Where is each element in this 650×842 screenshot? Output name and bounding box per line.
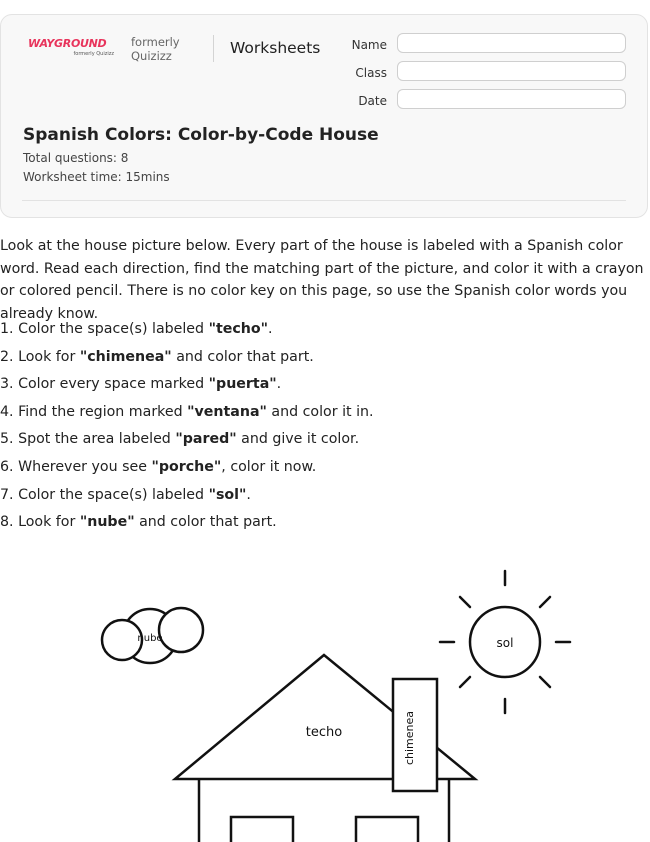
- formerly-quizizz: [131, 35, 180, 63]
- question-keyword: "ventana": [187, 403, 267, 420]
- question-text: Wherever you see: [18, 458, 152, 475]
- house-picture: [0, 540, 650, 842]
- formerly-label: formerly: [131, 35, 180, 49]
- question-keyword: "chimenea": [79, 348, 172, 365]
- total-questions: Total questions: 8: [23, 151, 129, 165]
- question-text-end: , color it now.: [221, 458, 317, 475]
- class-label: Class: [355, 66, 387, 80]
- wayground-logo: [28, 37, 120, 57]
- logo-wordmark: WAYGROUND: [28, 37, 107, 50]
- question-keyword: "techo": [208, 321, 269, 337]
- question-text-end: and color that part.: [171, 348, 314, 365]
- question-text: Color the space(s) labeled: [18, 321, 209, 337]
- question-number: 4.: [0, 403, 14, 420]
- question-text-end: and color that part.: [134, 514, 277, 531]
- question-text: Spot the area labeled: [18, 431, 176, 448]
- header-divider: [213, 35, 214, 62]
- right-window-shape: [356, 817, 418, 842]
- nube-label: nube: [137, 633, 163, 644]
- date-label: Date: [358, 94, 387, 108]
- question-keyword: "sol": [208, 486, 247, 503]
- techo-label: techo: [305, 725, 343, 740]
- question-number: 8.: [0, 514, 14, 531]
- chimenea-label: chimenea: [403, 710, 416, 766]
- question-text: Find the region marked: [18, 403, 188, 420]
- question-text: Color every space marked: [18, 376, 209, 393]
- question-text-end: and color it in.: [266, 403, 374, 420]
- question-text-end: .: [246, 486, 251, 503]
- question-number: 7.: [0, 486, 14, 503]
- question-text: Look for: [18, 348, 80, 365]
- left-window-shape: [231, 817, 293, 842]
- question-item: [0, 511, 374, 539]
- question-text: Look for: [18, 514, 80, 531]
- question-number: 2.: [0, 348, 14, 365]
- quizizz-label: Quizizz: [131, 49, 172, 63]
- question-text-end: .: [276, 376, 282, 393]
- question-item: [0, 484, 374, 512]
- date-field[interactable]: [397, 89, 626, 109]
- class-field[interactable]: [397, 61, 626, 81]
- question-item: [0, 318, 374, 346]
- logo-subtext: formerly Quizizz: [73, 51, 114, 57]
- sol-label: sol: [496, 636, 514, 650]
- instructions-text: Look at the house picture below. Every part of the house is labeled with a Spanish color word. Read each direction, find the matching part of the picture, and color it with a crayon or colored pencil. There is no color key on this page, so use the Spanish color words you already know.: [0, 238, 644, 322]
- question-item: [0, 456, 374, 484]
- question-number: 5.: [0, 431, 14, 448]
- question-list: [0, 318, 374, 539]
- name-label: Name: [351, 38, 387, 52]
- question-keyword: "pared": [175, 431, 237, 448]
- question-text-end: and give it color.: [236, 431, 360, 448]
- worksheet-time: Worksheet time: 15mins: [23, 170, 170, 184]
- question-keyword: "nube": [79, 514, 135, 531]
- question-number: 3.: [0, 376, 14, 393]
- question-item: [0, 401, 374, 429]
- question-text: Color the space(s) labeled: [18, 486, 209, 503]
- name-field[interactable]: [397, 33, 626, 53]
- question-item: [0, 346, 374, 374]
- question-number: 6.: [0, 458, 14, 475]
- question-keyword: "puerta": [208, 376, 277, 393]
- section-title: Worksheets: [230, 39, 321, 57]
- header-bottom-divider: [22, 200, 626, 201]
- worksheet-title: Spanish Colors: Color-by-Code House: [23, 125, 379, 145]
- question-text-end: .: [268, 321, 273, 337]
- question-number: 1.: [0, 321, 14, 337]
- question-keyword: "porche": [151, 458, 222, 475]
- question-item: [0, 428, 374, 456]
- question-item: [0, 373, 374, 401]
